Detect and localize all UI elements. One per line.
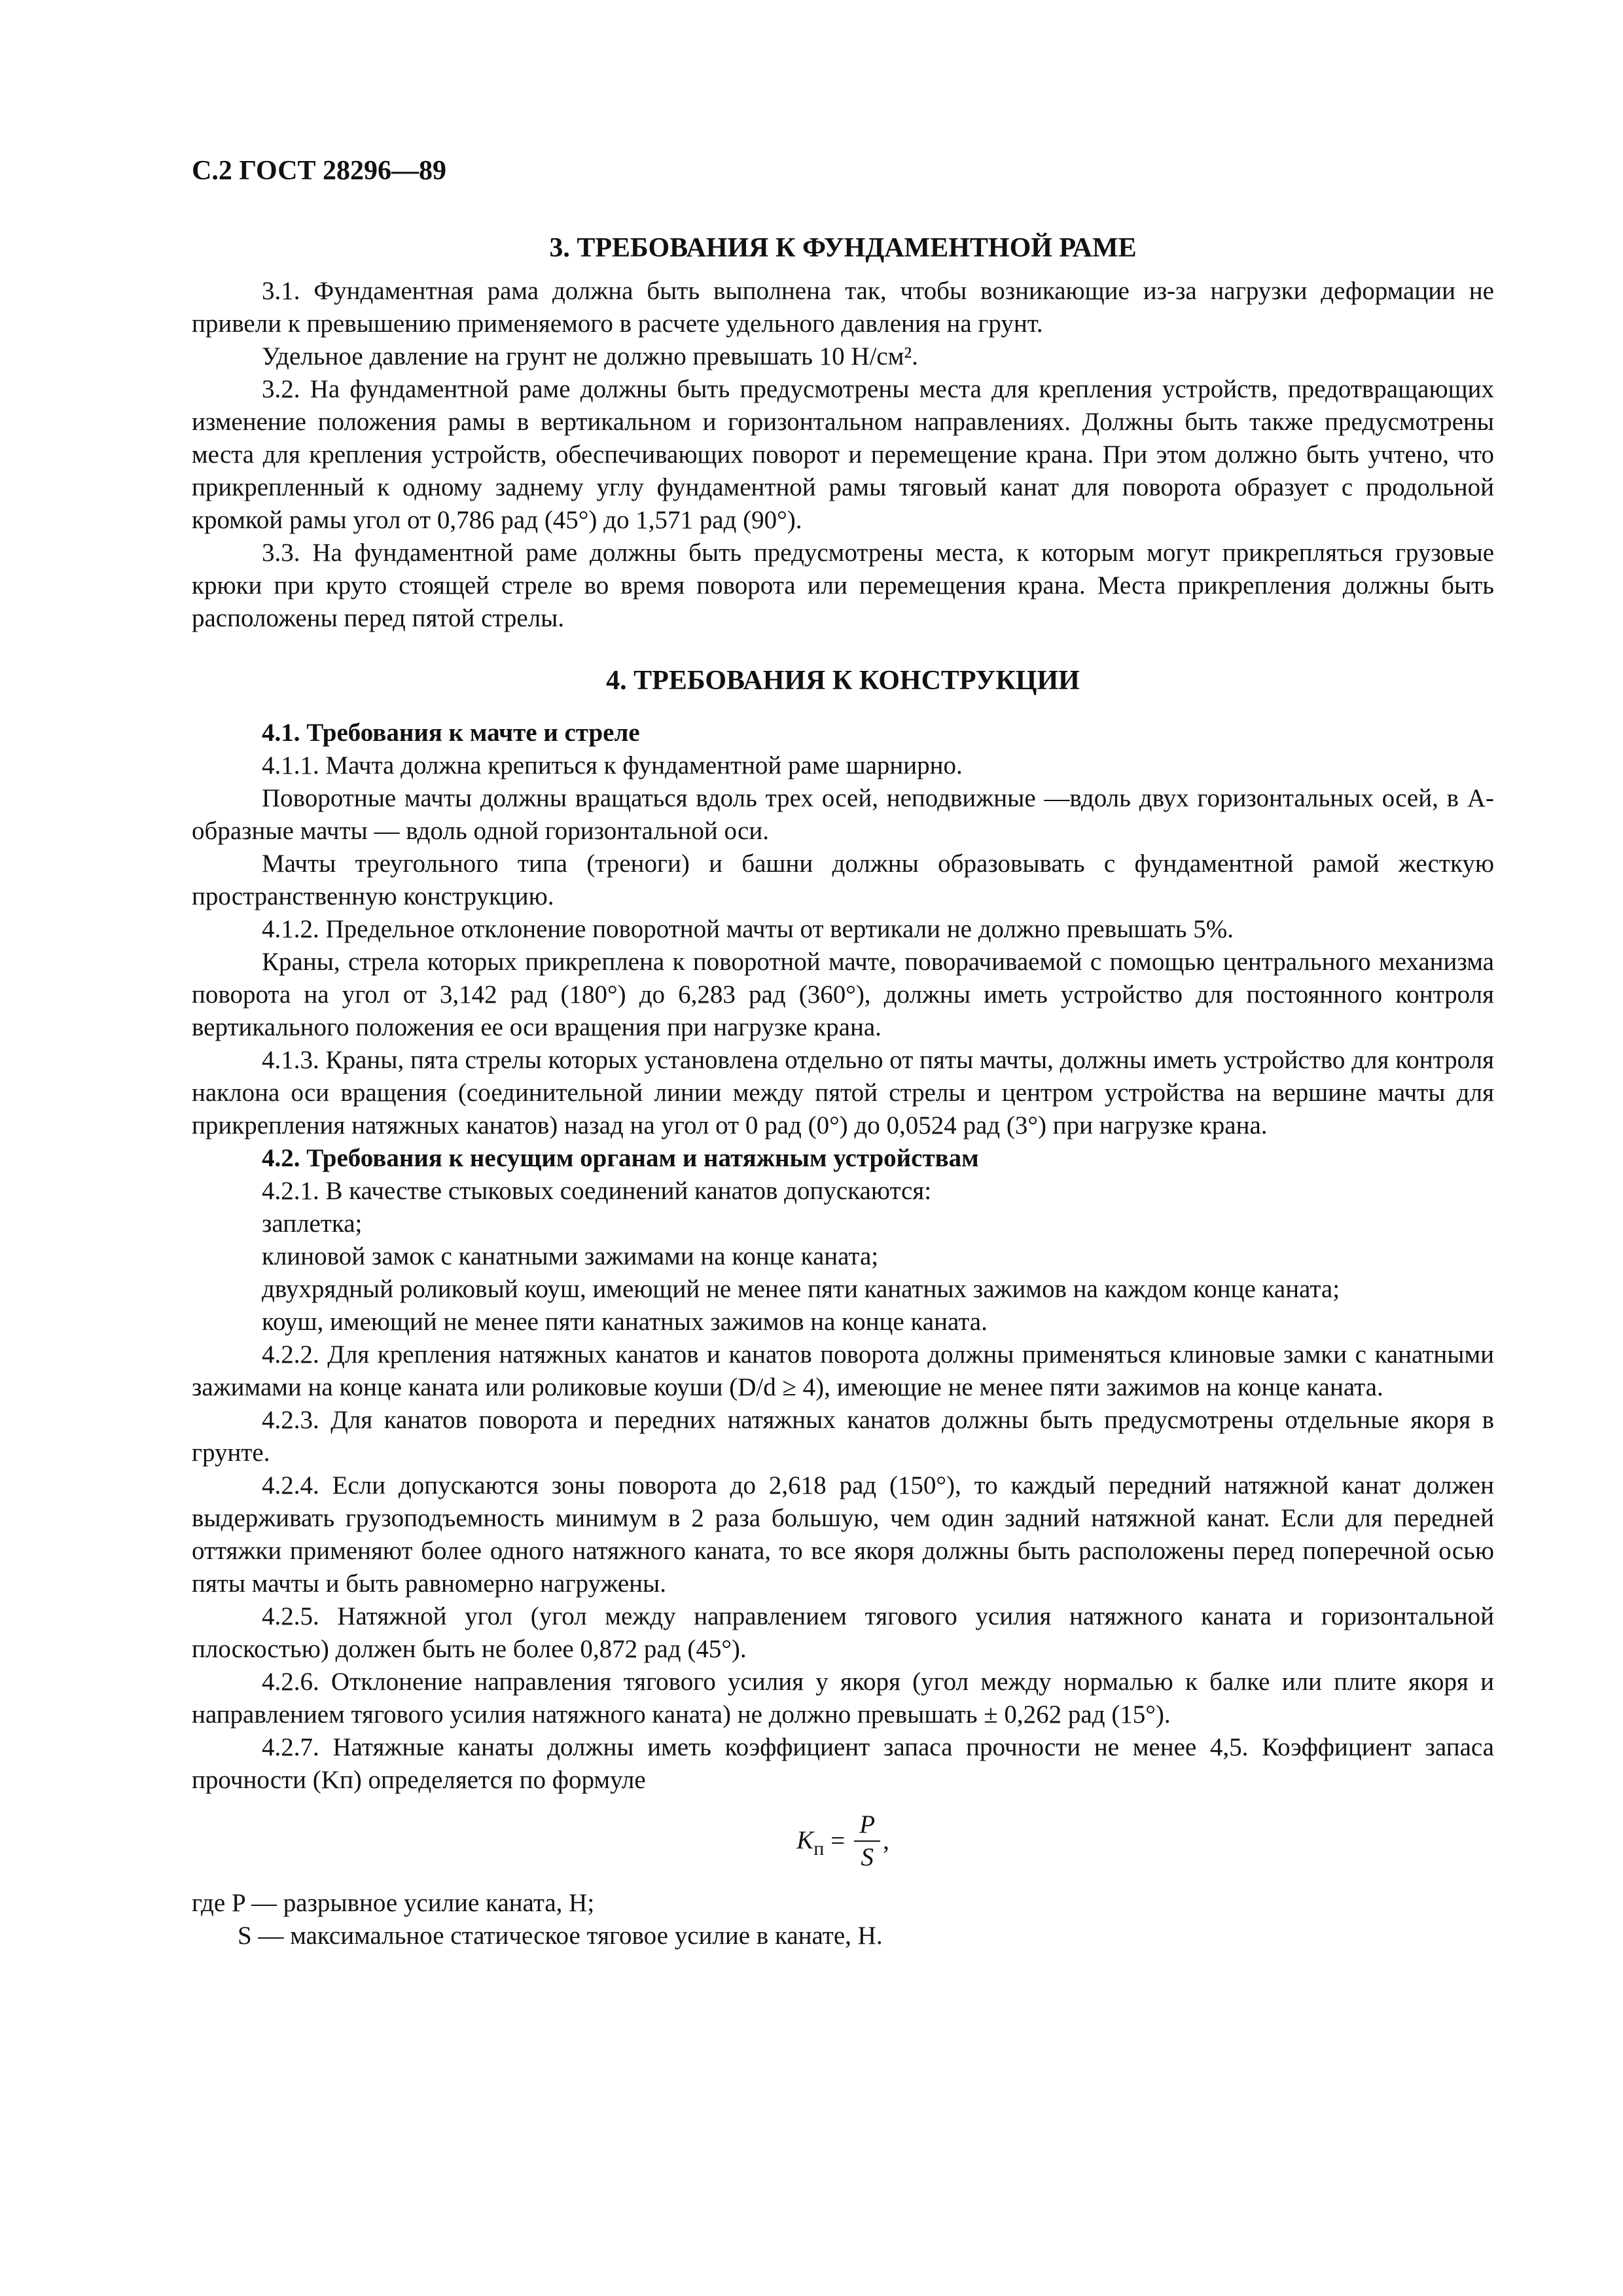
formula-legend-s: S — максимальное статическое тяговое усилие в канате, Н. bbox=[238, 1922, 883, 1950]
formula-equals: = bbox=[830, 1827, 846, 1855]
paragraph: 4.2.5. Натяжной угол (угол между направлением тягового усилия натяжного каната и горизонтальной плоскостью) должен быть не более 0,872 рад (45°). bbox=[192, 1602, 1494, 1663]
paragraph: 4.2.4. Если допускаются зоны поворота до 2,618 рад (150°), то каждый передний натяжной канат должен выдерживать грузоподъемность минимум в 2 раза большую, чем один задний натяжной канат. Если для передней оттяжки применяют более одного натяжного каната, то все якоря должны быть расположены перед поперечной осью пяты мачты и быть равномерно нагружены. bbox=[192, 1471, 1494, 1598]
subsection-title: 4.1. Требования к мачте и стреле bbox=[262, 719, 640, 747]
paragraph: Поворотные мачты должны вращаться вдоль трех осей, неподвижные —вдоль двух горизонтальных осей, в А-образные мачты — вдоль одной горизонтальной оси. bbox=[192, 784, 1494, 845]
section-4-title: 4. ТРЕБОВАНИЯ К КОНСТРУКЦИИ bbox=[606, 666, 1080, 696]
formula-fraction bbox=[854, 1809, 880, 1873]
paragraph: 4.2.7. Натяжные канаты должны иметь коэффициент запаса прочности не менее 4,5. Коэффициент запаса прочности (Kп) определяется по формуле bbox=[192, 1733, 1494, 1794]
paragraph: 3.1. Фундаментная рама должна быть выполнена так, чтобы возникающие из-за нагрузки деформации не привели к превышению применяемого в расчете удельного давления на грунт. bbox=[192, 277, 1494, 338]
section-3-title: 3. ТРЕБОВАНИЯ К ФУНДАМЕНТНОЙ РАМЕ bbox=[549, 233, 1137, 263]
formula bbox=[192, 1799, 1494, 1883]
formula-denominator: S bbox=[861, 1843, 874, 1871]
paragraph: 4.1.3. Краны, пята стрелы которых установлена отдельно от пяты мачты, должны иметь устройство для контроля наклона оси вращения (соединительной линии между пятой стрелы и центром устройства на вершине мачты для прикрепления натяжных канатов) назад на угол от 0 рад (0°) до 0,0524 рад (3°) при нагрузке крана. bbox=[192, 1046, 1494, 1139]
paragraph: 4.1.2. Предельное отклонение поворотной мачты от вертикали не должно превышать 5%. bbox=[262, 915, 1234, 943]
formula-lhs: $K_п$ bbox=[796, 1825, 825, 1859]
formula-legend-p: где P — разрывное усилие каната, Н; bbox=[192, 1889, 595, 1917]
list-item: клиновой замок с канатными зажимами на конце каната; bbox=[262, 1242, 879, 1270]
paragraph: 4.1.1. Мачта должна крепиться к фундаментной раме шарнирно. bbox=[262, 751, 963, 780]
paragraph: 4.2.3. Для канатов поворота и передних натяжных канатов должны быть предусмотрены отдельные якоря в грунте. bbox=[192, 1406, 1494, 1467]
paragraph: Удельное давление на грунт не должно превышать 10 Н/см². bbox=[262, 342, 918, 370]
paragraph: 4.2.2. Для крепления натяжных канатов и канатов поворота должны применяться клиновые замки с канатными зажимами на конце каната или роликовые коуши (D/d ≥ 4), имеющие не менее пяти зажимов на конце каната. bbox=[192, 1340, 1494, 1401]
paragraph: 3.2. На фундаментной раме должны быть предусмотрены места для крепления устройств, предотвращающих изменение положения рамы в вертикальном и горизонтальном направлениях. Должны быть также предусмотрены места для крепления устройств, обеспечивающих поворот и перемещение крана. При этом должно быть учтено, что прикрепленный к одному заднему углу фундаментной рамы тяговый канат для поворота образует с продольной кромкой рамы угол от 0,786 рад (45°) до 1,571 рад (90°). bbox=[192, 375, 1494, 534]
paragraph: Краны, стрела которых прикреплена к поворотной мачте, поворачиваемой с помощью центрального механизма поворота на угол от 3,142 рад (180°) до 6,283 рад (360°), должны иметь устройство для постоянного контроля вертикального положения ее оси вращения при нагрузке крана. bbox=[192, 948, 1494, 1041]
paragraph: Мачты треугольного типа (треноги) и башни должны образовывать с фундаментной рамой жесткую пространственную конструкцию. bbox=[192, 850, 1494, 910]
paragraph: 4.2.6. Отклонение направления тягового усилия у якоря (угол между нормалью к балке или плите якоря и направлением тягового усилия натяжного каната) не должно превышать ± 0,262 рад (15°). bbox=[192, 1668, 1494, 1729]
document-page bbox=[192, 154, 1494, 1952]
subsection-title: 4.2. Требования к несущим органам и натяжным устройствам bbox=[262, 1144, 979, 1172]
list-item: заплетка; bbox=[262, 1210, 363, 1238]
paragraph: 4.2.1. В качестве стыковых соединений канатов допускаются: bbox=[262, 1177, 932, 1205]
formula-tail: , bbox=[883, 1827, 889, 1855]
page-header: С.2 ГОСТ 28296—89 bbox=[192, 156, 447, 186]
list-item: коуш, имеющий не менее пяти канатных зажимов на конце каната. bbox=[262, 1308, 988, 1336]
paragraph: 3.3. На фундаментной раме должны быть предусмотрены места, к которым могут прикрепляться грузовые крюки при круто стоящей стреле во время поворота или перемещения крана. Места прикрепления должны быть расположены перед пятой стрелы. bbox=[192, 539, 1494, 632]
list-item: двухрядный роликовый коуш, имеющий не менее пяти канатных зажимов на каждом конце каната; bbox=[262, 1275, 1340, 1303]
formula-numerator: P bbox=[854, 1809, 880, 1842]
